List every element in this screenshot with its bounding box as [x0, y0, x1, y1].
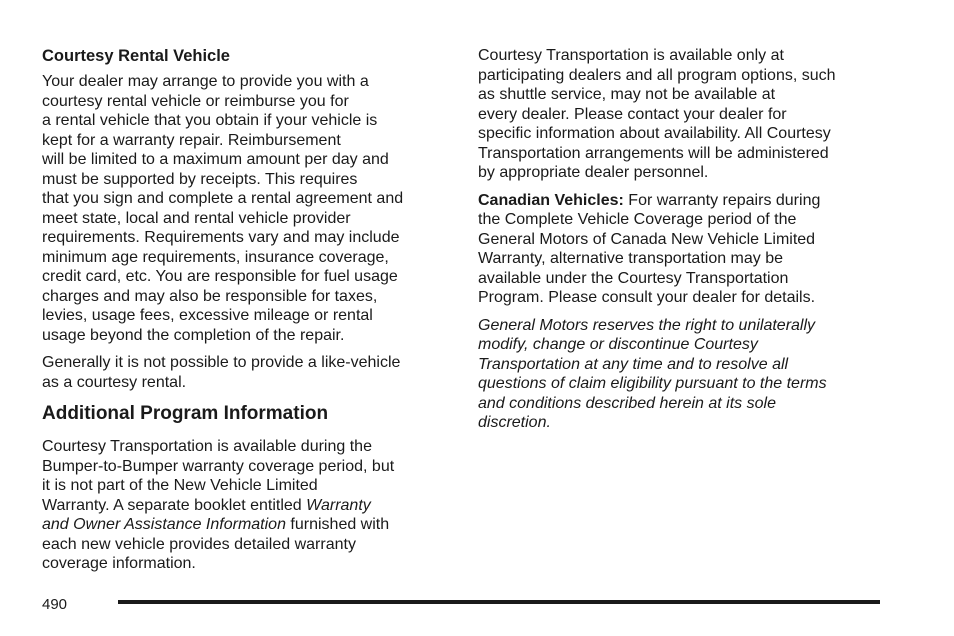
text-line: Generally it is not possible to provide a like-vehicle — [42, 354, 401, 371]
paragraph-rental-reimbursement — [42, 72, 452, 345]
text-line: specific information about availability. All Courtesy — [478, 125, 831, 142]
text-line: discretion. — [478, 414, 551, 431]
text-line: participating dealers and all program options, such — [478, 66, 836, 84]
paragraph-availability — [478, 46, 888, 183]
paragraph-courtesy-transportation — [42, 437, 452, 574]
text-line: kept for a warranty repair. Reimbursement — [42, 131, 341, 149]
text-line: Your dealer may arrange to provide you with a — [42, 73, 369, 90]
text-line: it is not part of the New Vehicle Limited — [42, 477, 318, 494]
text-line — [42, 515, 452, 535]
text-line: each new vehicle provides detailed warranty — [42, 535, 356, 553]
paragraph-canadian-vehicles — [478, 191, 888, 308]
footer-rule — [118, 600, 880, 604]
text-line: Courtesy Transportation is available only at — [478, 47, 784, 64]
text-line: available under the Courtesy Transportation — [478, 269, 789, 287]
text-line: Transportation arrangements will be administered — [478, 144, 829, 162]
text-line: a rental vehicle that you obtain if your vehicle is — [42, 112, 378, 129]
text-line: by appropriate dealer personnel. — [478, 164, 709, 181]
text-run: furnished with — [285, 516, 390, 533]
text-line: Transportation at any time and to resolve all — [478, 355, 789, 373]
text-line: courtesy rental vehicle or reimburse you for — [42, 92, 349, 110]
paragraph-gm-disclaimer — [478, 316, 888, 433]
text-line: Warranty, alternative transportation may be — [478, 250, 784, 267]
text-line: will be limited to a maximum amount per day and — [42, 151, 389, 168]
text-line: usage beyond the completion of the repair. — [42, 326, 345, 344]
text-line: Bumper-to-Bumper warranty coverage period, but — [42, 457, 395, 475]
text-line: modify, change or discontinue Courtesy — [478, 336, 758, 353]
text-line: the Complete Vehicle Coverage period of the — [478, 211, 797, 228]
section-heading-courtesy-rental: Courtesy Rental Vehicle — [42, 47, 230, 65]
text-line: that you sign and complete a rental agreement and — [42, 190, 404, 207]
right-column — [478, 46, 888, 441]
text-line: Program. Please consult your dealer for details. — [478, 289, 816, 306]
page-number: 490 — [42, 596, 68, 613]
text-run: Warranty. A separate booklet entitled — [42, 496, 307, 514]
left-column — [42, 46, 452, 582]
booklet-title-italic: Warranty — [306, 496, 371, 514]
text-line — [478, 191, 888, 211]
paragraph-like-vehicle — [42, 353, 452, 392]
text-line: charges and may also be responsible for taxes, — [42, 287, 378, 305]
text-line: every dealer. Please contact your dealer for — [478, 105, 787, 123]
text-line: coverage information. — [42, 555, 196, 572]
text-line: must be supported by receipts. This requires — [42, 170, 358, 188]
text-line: levies, usage fees, excessive mileage or rental — [42, 307, 373, 324]
canadian-vehicles-lead: Canadian Vehicles: — [478, 191, 624, 209]
text-line: credit card, etc. You are responsible for fuel usage — [42, 268, 398, 285]
text-line: as shuttle service, may not be available at — [478, 86, 776, 103]
text-line: General Motors reserves the right to unilaterally — [478, 316, 816, 334]
text-line: minimum age requirements, insurance coverage, — [42, 248, 389, 266]
text-line: requirements. Requirements vary and may include — [42, 229, 400, 246]
text-line: questions of claim eligibility pursuant to the terms — [478, 375, 827, 392]
text-line: General Motors of Canada New Vehicle Limited — [478, 230, 816, 248]
text-line: and conditions described herein at its sole — [478, 394, 776, 412]
booklet-title-italic: and Owner Assistance Information — [42, 516, 286, 533]
text-line: meet state, local and rental vehicle provider — [42, 209, 351, 227]
text-line: Courtesy Transportation is available during the — [42, 438, 372, 455]
text-run: For warranty repairs during — [623, 191, 821, 209]
text-line — [42, 496, 452, 516]
section-heading-additional-program: Additional Program Information — [42, 403, 329, 424]
text-line: as a courtesy rental. — [42, 373, 187, 391]
